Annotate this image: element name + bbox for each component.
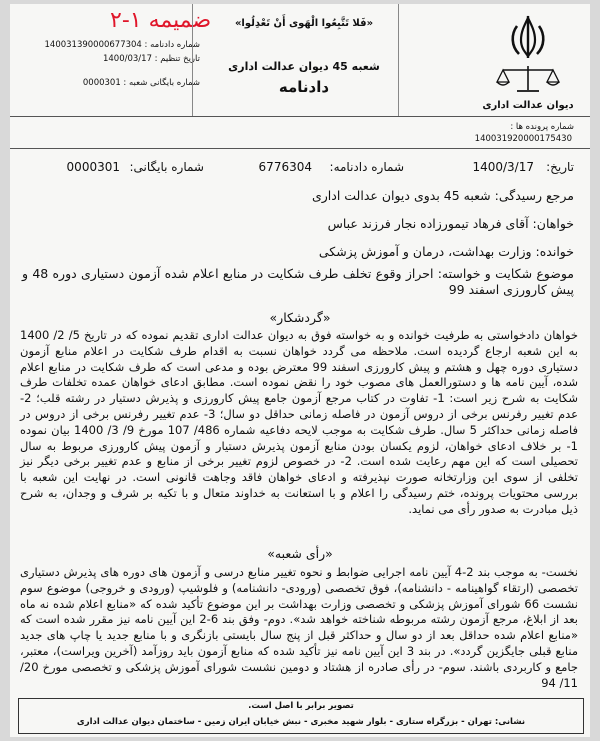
archive-number-label: شماره بایگانی: xyxy=(129,160,204,174)
emblem-block xyxy=(482,8,574,116)
reference-line: مرجع رسیدگی: شعبه 45 بدوی دیوان عدالت اداری xyxy=(311,188,574,203)
header-rule xyxy=(10,116,590,117)
case-file-block xyxy=(475,121,574,145)
verdict-heading: «رأی شعبه» xyxy=(267,546,333,561)
info-row xyxy=(26,160,574,176)
subject-paragraph: موضوع شکایت و خواسته: احراز وقوع تخلف طرف شکایت در منابع اعلام شده آزمون دستیاری دوره 48 و پیش کارورزی اسفند 99 xyxy=(22,266,575,297)
iran-emblem-icon xyxy=(503,12,553,62)
header-quote: «فَلا تَتَّبِعُوا الْهَوی أَنْ تَعْدِلُوا» xyxy=(234,18,374,29)
report-text: خواهان دادخواستی به طرفیت خوانده و به خواسته فوق به دیوان عدالت اداری تقدیم نموده که در تاریخ 5/ 2/ 1400 به این شعبه ارجاع گردیده است. ملاحظه می گردد خواهان نسبت به اقدام طرف شکایت در اعلام منابع آزمون دستیاری دوره چهل و هشتم و پیش کارورزی اسفند 99 معترض بوده و مدعی است که طرف شکایت در منابع اعلام شده، آیین نامه ها و دستورالعمل های مصوب خود را نقض نموده است. مطابق ادعای خواهان عمده تخلفات طرف شکایت به شرح زیر است: 1- تفاوت در کتاب مرجع آزمون جامع پیش کارورزی و پذیرش دستیار در رشته قلب؛ 2- عدم تغییر رفرنس برخی از دروس آزمون در فاصله زمانی حداقل دو سال؛ 3- عدم تغییر رفرنس برخی از دروس در فاصله زمانی حداکثر 5 سال. طرف شکایت به موجب لایحه دفاعیه شماره 486/ 107 مورخ 9/ 3/ 1400 بیان نموده 1- بر خلاف ادعای خواهان، لزوم یکسان بودن منابع آزمون پذیرش دستیار و آزمون پیش کارورزی مربوط به سال تحصیلی است که این مهم رعایت شده است. 2- در خصوص لزوم تغییر برخی از منابع و عدم تغییر برخی دیگر نیز تخلفی از سوی این وزارتخانه صورت نپذیرفته و ادعای خواهان فاقد وجاهت قانونی است. در نهایت این شعبه با بررسی محتویات پرونده، ختم رسیدگی را اعلام و با استعانت به خداوند متعال و با تکیه بر شرف و وجدان، به شرح ذیل مبادرت به صدور رأی می نماید. xyxy=(20,328,579,516)
document-page xyxy=(10,4,590,737)
annex-label: ضمیمه ۱-۲ xyxy=(110,8,212,33)
header-divider xyxy=(192,4,193,116)
document-header xyxy=(18,8,582,118)
verdict-body xyxy=(20,565,578,691)
header-divider xyxy=(398,4,399,116)
report-heading: «گردشکار» xyxy=(269,310,331,325)
court-name: دیوان عدالت اداری xyxy=(482,100,574,111)
date-label: تاریخ: xyxy=(546,160,574,174)
plaintiff-line: خواهان: آقای فرهاد تیمورزاده نجار فرزند عباس xyxy=(327,216,574,231)
case-rule xyxy=(10,148,590,149)
defendant-line: خوانده: وزارت بهداشت، درمان و آموزش پزشکی xyxy=(318,244,574,259)
verdict-number-label: شماره دادنامه: xyxy=(329,160,404,174)
verdict-number-value: 6776304 xyxy=(258,160,312,174)
header-meta xyxy=(22,40,200,68)
issue-date-line: تاریخ تنظیم : 1400/03/17 xyxy=(102,54,200,64)
scales-of-justice-icon xyxy=(495,64,561,94)
verdict-number-line: شماره دادنامه : 140031390000677304 xyxy=(44,40,200,50)
document-title: دادنامه xyxy=(278,78,330,96)
certification-note: تصویر برابر با اصل است. xyxy=(248,701,354,711)
court-address: نشانی: تهران - بزرگراه ستاری - بلوار شهید مخبری - نبش خیابان ایران زمین - ساختمان دیوان عدالت اداری xyxy=(76,717,526,727)
footer xyxy=(18,698,584,734)
verdict-text: نخست- به موجب بند 2-4 آیین نامه اجرایی ضوابط و نحوه تغییر منابع درسی و آزمون های دوره های پذیرش دستیاری تخصصی (ارتقاء گواهینامه - دانشنامه)، فوق تخصصی (ورودی- دانشنامه) و فلوشیپ (ورودی و خروجی) موضوع سوم نشست 66 شورای آموزش پزشکی و تخصصی وزارت بهداشت بر این موضوع تأکید شده که «منابع اعلام شده نه ماه بعد از ابلاغ، مرجع آزمون رشته مربوطه شناخته خواهد شد». دوم- وفق بند 6-2 این آیین نامه نیز مقرر شده است که «منابع اعلام شده حداقل بعد از دو سال و حداکثر قبل از پنج سال بایستی بازنگری و با منابع جدید یا چاپ های جدید منابع قبلی جایگزین گردد». در بند 3 این آیین نامه نیز تأکید شده که منابع آزمون باید روزآمد (آخرین ویراست)، معتبر، جامع و کاربردی باشند. سوم- در رأی صادره از هشتاد و دومین نشست شورای آموزش پزشکی و تخصصی مورخ 20/ 11/ 94 xyxy=(20,565,578,690)
case-file-label: شماره پرونده ها : xyxy=(510,122,574,132)
report-body xyxy=(20,328,578,518)
archive-line: شماره بایگانی شعبه : 0000301 xyxy=(82,78,200,88)
archive-number-value: 0000301 xyxy=(66,160,120,174)
branch-name: شعبه 45 دیوان عدالت اداری xyxy=(228,60,380,73)
date-value: 1400/3/17 xyxy=(472,160,534,174)
case-file-number: 140031920000175430 xyxy=(474,134,572,144)
